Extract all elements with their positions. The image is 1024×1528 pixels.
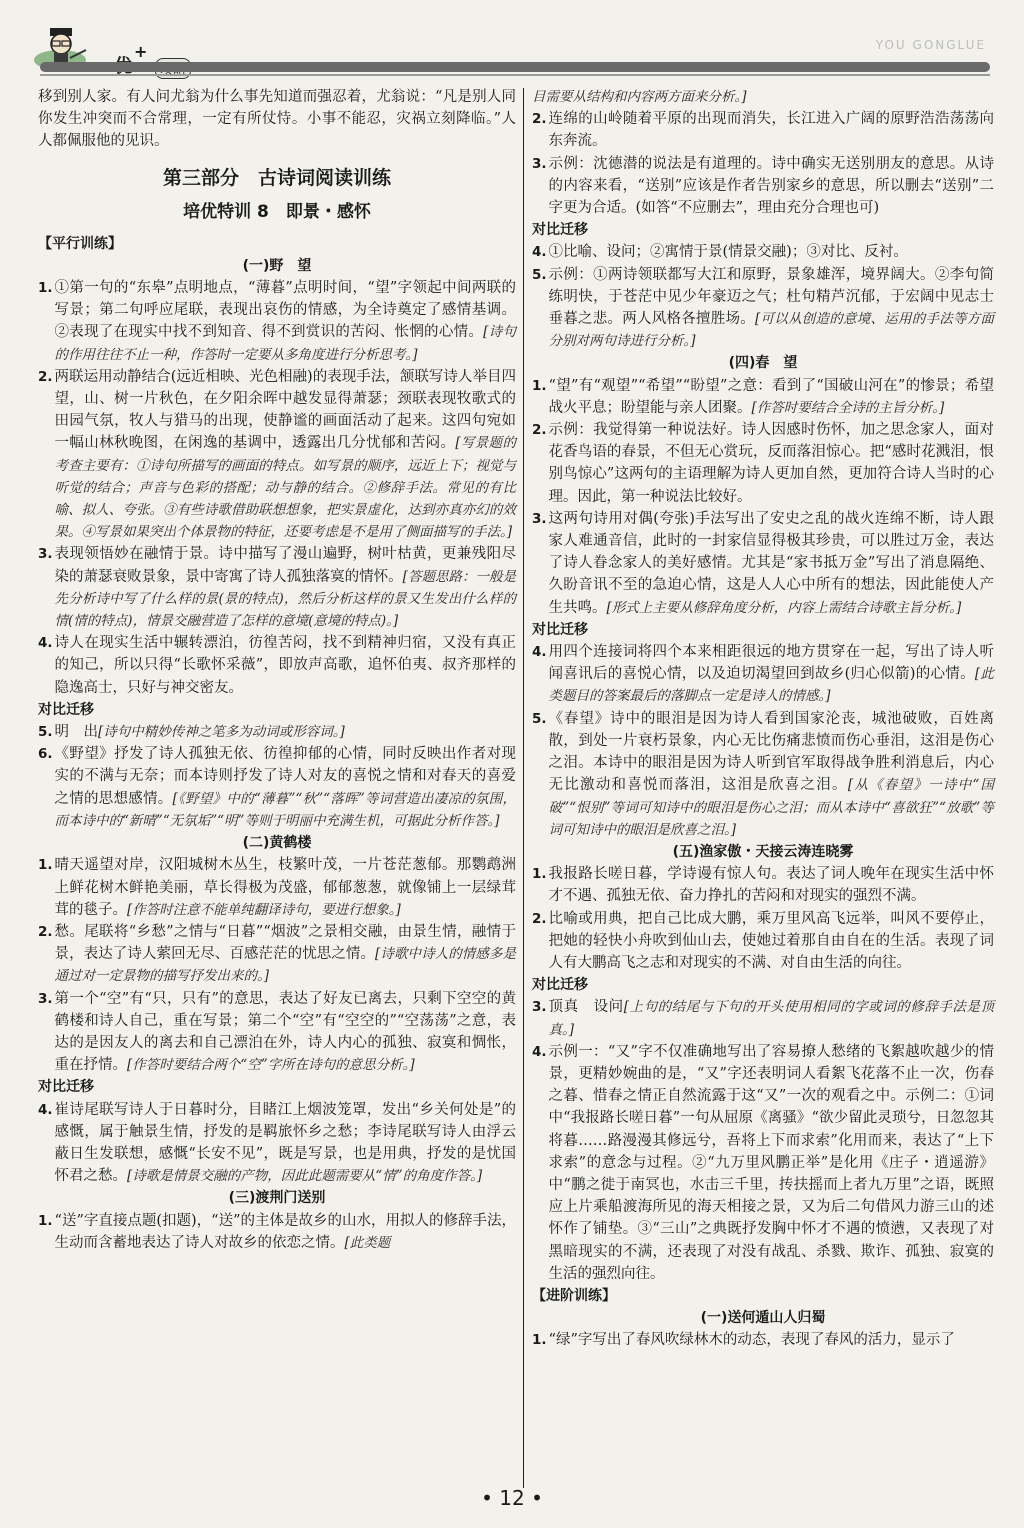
answer-item [532, 641, 994, 708]
answer-item [532, 241, 994, 263]
answer-note: [写景题的考查主要有：①诗句所描写的画面的特点。如写景的顺序，远近上下；视觉与听觉的结合；声音与色彩的搭配；动与静的结合。②修辞手法。常见的有比喻、拟人、夸张。③有些诗歌借助联想想象，把实景虚化，达到亦真亦幻的效果。④写景如果突出个体景物的特征，还要考虑是不是用了侧面描写的手法。] [54, 435, 516, 541]
answer-text [55, 366, 516, 544]
continued-note: 目需要从结构和内容两方面来分析。] [532, 89, 747, 105]
left-column [38, 86, 516, 1254]
answer-item [532, 708, 994, 841]
answer-item [38, 277, 516, 366]
answer-body: 崔诗尾联写诗人于日暮时分，目睹江上烟波笼罩，发出“乡关何处是”的感慨，属于触景生情，抒发的是羁旅怀乡之愁；李诗尾联写诗人由浮云蔽日生发联想，感慨“长安不见”，既是写景，也是用典，抒发的是忧国怀君之愁。 [54, 1101, 516, 1185]
answer-text [549, 996, 994, 1040]
answer-item [38, 721, 516, 743]
answer-text [549, 419, 994, 508]
compare-tag: 对比迁移 [38, 1079, 94, 1096]
answer-number: 5. [532, 710, 547, 727]
answer-number: 5. [532, 266, 547, 283]
section-title: (五)渔家傲・天接云涛连晓雾 [672, 843, 854, 860]
answer-note: [此类题目的答案最后的落脚点一定是诗人的情感。] [548, 666, 994, 705]
logo-plus: + [134, 42, 148, 61]
answer-text [55, 543, 516, 632]
answer-body: “绿”字写出了春风吹绿林木的动态，表现了春风的活力，显示了 [548, 1332, 955, 1349]
answer-item [38, 988, 516, 1077]
advanced-training-tag: 【进阶训练】 [532, 1287, 616, 1304]
answer-number: 1. [38, 280, 53, 297]
part-title: 第三部分 古诗词阅读训练 [162, 166, 391, 189]
answer-number: 3. [532, 999, 547, 1016]
answer-note: [答题思路：一般是先分析诗中写了什么样的景(景的特点)，然后分析这样的景又生发出什么样的情(情的特点)，情景交融营造了怎样的意境(意境的特点)。] [54, 568, 516, 630]
answer-body: “望”有“观望”“希望”“盼望”之意：看到了“国破山河在”的惨景；希望战火平息；盼望能与亲人团聚。 [548, 377, 994, 416]
training-title: 培优特训 8 即景・感怀 [183, 201, 371, 222]
answer-note: [此类题 [344, 1234, 391, 1251]
answer-note: [作答时要结合全诗的主旨分析。] [751, 399, 945, 416]
answer-text [549, 375, 994, 419]
answer-list [38, 854, 516, 1076]
answer-item [532, 264, 994, 353]
answer-body: 比喻或用典，把自己比成大鹏，乘万里风高飞远举，叫风不要停止，把她的轻快小舟吹到仙山去，使她过着那自由自在的生活。表现了词人有大鹏高飞之志和对现实的不满、对自由生活的向往。 [548, 910, 994, 971]
answer-text [549, 863, 994, 907]
answer-number: 6. [38, 746, 53, 763]
answer-item [532, 108, 994, 152]
answer-number: 4. [38, 635, 53, 652]
answer-list [532, 375, 994, 619]
answer-number: 4. [38, 1101, 53, 1118]
section-title: (三)渡荆门送别 [228, 1190, 326, 1207]
answer-number: 3. [532, 510, 547, 527]
compare-tag: 对比迁移 [532, 977, 588, 994]
answer-body: 示例：我觉得第一种说法好。诗人因感时伤怀，加之思念家人，面对花香鸟语的春景，不但无心赏玩，反而落泪惊心。把“感时花溅泪，恨别鸟惊心”这两句的主语理解为诗人更加自然，更加符合诗人当时的心理。因此，第一种说法比较好。 [548, 422, 994, 505]
page-number: • 12 • [481, 1486, 543, 1510]
answer-number: 2. [532, 910, 547, 927]
answer-number: 2. [38, 923, 53, 940]
answer-body: 用四个连接词将四个本来相距很远的地方贯穿在一起，写出了诗人听闻喜讯后的喜悦心情，以及迫切渴望回到故乡(归心似箭)的心情。 [548, 644, 994, 683]
answer-list [38, 721, 516, 832]
answer-list [532, 1329, 994, 1351]
answer-text [549, 241, 994, 263]
answer-item [532, 1329, 994, 1351]
answer-note: [可以从创造的意境、运用的手法等方面分别对两句诗进行分析。] [548, 311, 994, 350]
answer-item [532, 419, 994, 508]
answer-number: 4. [532, 244, 547, 261]
answer-note: [《野望》中的“薄暮”“秋”“落晖”等词营造出凄凉的氛围，而本诗中的“新晴”“无氛垢”“明”等则于明丽中充满生机，可据此分析作答。] [54, 790, 516, 829]
answer-body: 《野望》抒发了诗人孤独无依、彷徨抑郁的心情，同时反映出作者对现实的不满与无奈；而本诗则抒发了诗人对友的喜悦之情和对春天的喜爱之情的思想感情。 [54, 746, 516, 807]
answer-number: 1. [38, 857, 53, 874]
answer-number: 1. [532, 377, 547, 394]
compare-tag: 对比迁移 [532, 222, 588, 239]
answer-body: 明 出 [54, 724, 99, 741]
answer-item [38, 743, 516, 832]
compare-tag: 对比迁移 [38, 701, 94, 718]
answer-item [532, 908, 994, 975]
answer-list [532, 996, 994, 1285]
answer-text [549, 708, 994, 841]
answer-note: [从《春望》一诗中“国破”“恨别”等词可知诗中的眼泪是伤心之泪；而从本诗中“喜欲狂”“放歌”等词可知诗中的眼泪是欣喜之泪。] [548, 777, 994, 838]
answer-item [38, 854, 516, 921]
answer-body: 晴天遥望对岸，汉阳城树木丛生，枝繁叶茂，一片苍茫葱郁。那鹦鹉洲上鲜花树木鲜艳美丽，草长得极为茂盛，郁郁葱葱，就像铺上一层绿茸茸的毯子。 [54, 857, 516, 918]
answer-body: 诗人在现实生活中辗转漂泊，彷徨苦闷，找不到精神归宿，又没有真正的知己，所以只得“长歌怀采薇”，即放声高歌，追怀伯夷、叔齐那样的隐逸高士，只好与神交密友。 [54, 635, 516, 696]
answer-body: 示例：①两诗领联都写大江和原野，景象雄浑，境界阔大。②李句简练明快，于苍茫中见少年豪迈之气；杜句精芦沉郁，于宏阔中见志士垂暮之悲。两人风格各擅胜场。 [548, 266, 994, 328]
answer-number: 2. [532, 422, 547, 439]
answer-note: [作答时注意不能单纯翻译诗句，要进行想象。] [127, 901, 401, 918]
answer-text [549, 264, 994, 353]
answer-list [532, 108, 994, 219]
answer-text [55, 632, 516, 699]
answer-text [55, 1210, 516, 1254]
answer-body: 示例：沈德潜的说法是有道理的。诗中确实无送别朋友的意思。从诗的内容来看，“送别”应该是作者告别家乡的意思，所以删去“送别”二字更为合适。(如答“不应删去”，理由充分合理也可) [548, 155, 994, 217]
answer-item [532, 863, 994, 907]
answer-note: [诗句中精妙传神之笔多为动词或形容词。] [98, 724, 345, 741]
answer-note: [诗句的作用往往不止一种，作答时一定要从多角度进行分析思考。] [54, 324, 516, 363]
parallel-training-tag: 【平行训练】 [38, 235, 122, 252]
answer-text [549, 1329, 994, 1351]
answer-item [532, 508, 994, 619]
answer-number: 3. [532, 155, 547, 172]
answer-number: 1. [532, 866, 547, 883]
intro-paragraph: 移到别人家。有人问尤翁为什么事先知道而强忍着，尤翁说：“凡是别人同你发生冲突而不合常理，一定有所仗恃。小事不能忍，灾祸立刻降临。”人人都佩服他的见识。 [38, 89, 516, 150]
answer-item [38, 366, 516, 544]
answer-item [38, 543, 516, 632]
answer-body: 愁。尾联将“乡愁”之情与“日暮”“烟波”之景相交融，由景生情，融情于景，表达了诗人萦回无尽、百感茫茫的忧思之情。 [54, 923, 516, 963]
page-header [0, 0, 1024, 80]
section-title: (一)送何遁山人归蜀 [700, 1310, 826, 1327]
compare-tag: 对比迁移 [532, 621, 588, 638]
answer-list [532, 241, 994, 352]
answer-body: 我报路长嗟日暮，学诗谩有惊人句。表达了词人晚年在现实生活中怀才不遇、孤独无依、奋力挣扎的苦闷和对现实的强烈不满。 [548, 866, 994, 905]
right-column [532, 86, 994, 1352]
answer-body: ①第一句的“东皋”点明地点，“薄暮”点明时间，“望”字领起中间两联的写景；第二句呼应尾联，表现出哀伤的情感，为全诗奠定了感情基调。②表现了在现实中找不到知音、得不到赏识的苦闷、怅惘的心情。 [54, 280, 516, 341]
answer-body: 《春望》诗中的眼泪是因为诗人看到国家沦丧，城池破败，百姓离散，到处一片衰朽景象，内心无比伤痛悲愤而伤心垂泪，这泪是伤心之泪。本诗中的眼泪是因为诗人听到官军取得战争胜利消息后，内心无比激动和喜悦而落泪，这泪是欣喜之泪。 [548, 710, 994, 794]
answer-number: 5. [38, 724, 53, 741]
section-title: (二)黄鹤楼 [242, 835, 312, 852]
answer-text [55, 721, 516, 743]
answer-number: 3. [38, 990, 53, 1007]
answer-text [55, 921, 516, 988]
answer-body: 顶真 设问 [548, 999, 624, 1016]
answer-note: [上句的结尾与下句的开头使用相同的字或词的修辞手法是顶真。] [548, 999, 994, 1038]
answer-item [38, 1099, 516, 1188]
answer-body: 第一个“空”有“只，只有”的意思，表达了好友已离去，只剩下空空的黄鹤楼和诗人自己，重在写景；第二个“空”有“空空的”“空荡荡”之意，表达的是因友人的离去和自己漂泊在外，诗人内心的孤独、寂寞和惆怅，重在抒情。 [54, 990, 516, 1074]
answer-text [549, 153, 994, 220]
answer-number: 2. [38, 368, 53, 385]
answer-body: 两联运用动静结合(远近相映、光色相融)的表现手法，颔联写诗人举目四望，山、树一片秋色，在夕阳余晖中越发显得萧瑟；颈联表现牧歌式的田园气氛，牧人与猎马的出现，使静谧的画面活动了起来。这四句宛如一幅山林秋晚图，在闲逸的基调中，透露出几分忧郁和苦闷。 [54, 368, 516, 452]
answer-note: [诗歌是情景交融的产物，因此此题需要从“情”的角度作答。] [127, 1168, 483, 1185]
answer-list [532, 863, 994, 974]
answer-body: 这两句诗用对偶(夸张)手法写出了安史之乱的战火连绵不断，诗人跟家人难通音信，此时的一封家信显得极其珍贵，可以胜过万金，表达了诗人眷念家人的美好感情。尤其是“家书抵万金”写出了消息隔绝、久盼音讯不至的急迫心情，这是人人心中所有的想法，因此能使人产生共鸣。 [548, 510, 994, 616]
answer-item [532, 375, 994, 419]
answer-number: 1. [38, 1212, 53, 1229]
column-divider [523, 88, 524, 1488]
answer-list [38, 1210, 516, 1254]
answer-number: 1. [532, 1332, 547, 1349]
brand-watermark: YOU GONGLUE [875, 38, 986, 52]
answer-list [38, 277, 516, 699]
answer-number: 2. [532, 111, 547, 128]
answer-text [549, 908, 994, 975]
answer-text [55, 277, 516, 366]
header-rule-thin [40, 74, 990, 76]
header-rule [40, 62, 990, 72]
section-title: (一)野 望 [242, 257, 312, 274]
answer-text [55, 743, 516, 832]
answer-note: [作答时要结合两个“空”字所在诗句的意思分析。] [127, 1057, 415, 1074]
answer-text [55, 1099, 516, 1188]
answer-text [549, 108, 994, 152]
answer-note: [诗歌中诗人的情感多是通过对一定景物的描写抒发出来的。] [54, 946, 516, 985]
section-title: (四)春 望 [728, 355, 798, 372]
answer-body: 表现领悟妙在融情于景。诗中描写了漫山遍野，树叶枯黄，更兼残阳尽染的萧瑟衰败景象，景中寄寓了诗人孤独落寞的情怀。 [54, 546, 516, 585]
answer-item [532, 996, 994, 1040]
answer-body: “送”字直接点题(扣题)，“送”的主体是故乡的山水，用拟人的修辞手法，生动而含蓄地表达了诗人对故乡的依恋之情。 [54, 1212, 516, 1251]
answer-item [38, 921, 516, 988]
answer-number: 4. [532, 644, 547, 661]
answer-text [549, 641, 994, 708]
answer-number: 4. [532, 1043, 547, 1060]
answer-body: ①比喻、设问；②寓情于景(情景交融)；③对比、反衬。 [548, 244, 908, 261]
answer-body: 连绵的山岭随着平原的出现而消失，长江进入广阔的原野浩浩荡荡向东奔流。 [548, 111, 994, 150]
answer-item [38, 1210, 516, 1254]
answer-list [532, 641, 994, 841]
answer-item [38, 632, 516, 699]
answer-text [55, 854, 516, 921]
answer-item [532, 153, 994, 220]
answer-body: 示例一：“又”字不仅准确地写出了容易撩人愁绪的飞絮越吹越少的情景，更精妙婉曲的是，“又”字还表明词人看絮飞花落不止一次，伤春之暮、惜春之情正自然流露于这“又”一次的观看之中。示例二：①词中“我报路长嗟日暮”一句从屈原《离骚》“欲少留此灵琐兮，日忽忽其将暮……路漫漫其修远兮，吾将上下而求索”化用而来，表达了“上下求索”的意念与过程。②“九万里风鹏正举”是化用《庄子・逍遥游》中“鹏之徙于南冥也，水击三千里，抟扶摇而上者九万里”之语，既照应上片乘船渡海所见的海天相接之景，又为后二句借风力游三山的述怀作了铺垫。③“三山”之典既抒发胸中怀才不遇的愤懑，又表现了对黑暗现实的不满，还表现了对没有战乱、杀戮、欺诈、孤独、寂寞的生活的强烈向往。 [548, 1043, 994, 1282]
answer-text [549, 1041, 994, 1285]
answer-text [549, 508, 994, 619]
answer-note: [形式上主要从修辞角度分析，内容上需结合诗歌主旨分析。] [606, 599, 962, 616]
answer-number: 3. [38, 546, 53, 563]
answer-item [532, 1041, 994, 1285]
answer-text [55, 988, 516, 1077]
answer-list [38, 1099, 516, 1188]
